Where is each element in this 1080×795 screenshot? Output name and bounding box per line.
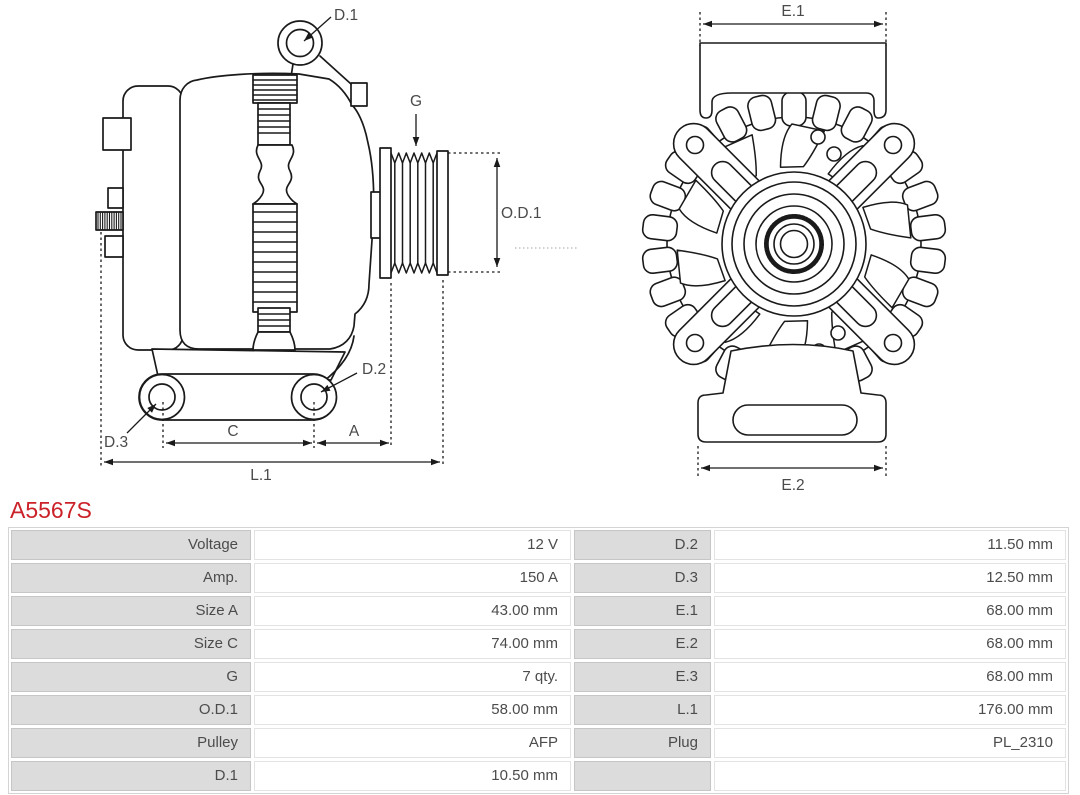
spec-value-cell: PL_2310 [714, 728, 1066, 758]
spec-value-cell: 68.00 mm [714, 629, 1066, 659]
spec-value-cell: 11.50 mm [714, 530, 1066, 560]
stator-lower [253, 204, 297, 312]
spec-value-cell: 43.00 mm [254, 596, 571, 626]
top-lug-hole [287, 30, 314, 57]
spec-table [8, 527, 1069, 794]
spec-value-cell: AFP [254, 728, 571, 758]
spec-value-cell: 7 qty. [254, 662, 571, 692]
spec-label-cell: D.1 [11, 761, 251, 791]
spec-label-cell: D.3 [574, 563, 711, 593]
spec-label-cell: E.1 [574, 596, 711, 626]
front-view-drawing [642, 43, 947, 442]
dim-label-g: G [409, 93, 423, 110]
pulley-face [391, 153, 437, 273]
terminal-lower [105, 236, 123, 257]
dim-label-l1: L.1 [250, 467, 272, 484]
bolt-hole [811, 130, 825, 144]
spec-label-cell: Pulley [11, 728, 251, 758]
spec-label-cell: Size A [11, 596, 251, 626]
rear-cover [123, 86, 183, 350]
dim-label-a: A [348, 423, 360, 440]
stator-top [253, 75, 297, 103]
spec-label-cell: O.D.1 [11, 695, 251, 725]
spec-label-cell: Plug [574, 728, 711, 758]
spec-value-cell: 150 A [254, 563, 571, 593]
spec-label-cell: Size C [11, 629, 251, 659]
pulley-flange-right [437, 151, 448, 275]
stator-flare [253, 332, 295, 350]
spec-value-cell: 68.00 mm [714, 662, 1066, 692]
spec-label-cell: E.3 [574, 662, 711, 692]
bolt-hole [827, 147, 841, 161]
dim-label-e1: E.1 [781, 3, 805, 20]
part-number: A5567S [10, 497, 92, 523]
spec-value-cell [714, 761, 1066, 791]
bracket-hole-right [301, 384, 327, 410]
spec-label-cell: L.1 [574, 695, 711, 725]
spec-value-cell: 12 V [254, 530, 571, 560]
dim-label-d3: D.3 [104, 434, 129, 451]
dim-label-d2: D.2 [362, 361, 387, 378]
terminal-small [108, 188, 123, 208]
spec-label-cell: E.2 [574, 629, 711, 659]
bolt-hole [831, 326, 845, 340]
dim-label-e2: E.2 [781, 477, 805, 494]
pulley-flange-left [380, 148, 391, 278]
spec-label-cell [574, 761, 711, 791]
spec-value-cell: 74.00 mm [254, 629, 571, 659]
spec-value-cell: 68.00 mm [714, 596, 1066, 626]
spec-value-cell: 12.50 mm [714, 563, 1066, 593]
side-view-drawing [96, 21, 448, 420]
dim-label-c: C [227, 423, 239, 440]
spec-label-cell: D.2 [574, 530, 711, 560]
dim-label-od1: O.D.1 [501, 205, 542, 222]
housing-ear [351, 83, 367, 106]
spec-label-cell: Voltage [11, 530, 251, 560]
spec-value-cell: 58.00 mm [254, 695, 571, 725]
spec-label-cell: Amp. [11, 563, 251, 593]
spec-value-cell: 176.00 mm [714, 695, 1066, 725]
terminal-block [103, 118, 131, 150]
spec-label-cell: G [11, 662, 251, 692]
dim-label-d1: D.1 [334, 7, 359, 24]
spec-value-cell: 10.50 mm [254, 761, 571, 791]
shaft-bore [781, 231, 808, 258]
